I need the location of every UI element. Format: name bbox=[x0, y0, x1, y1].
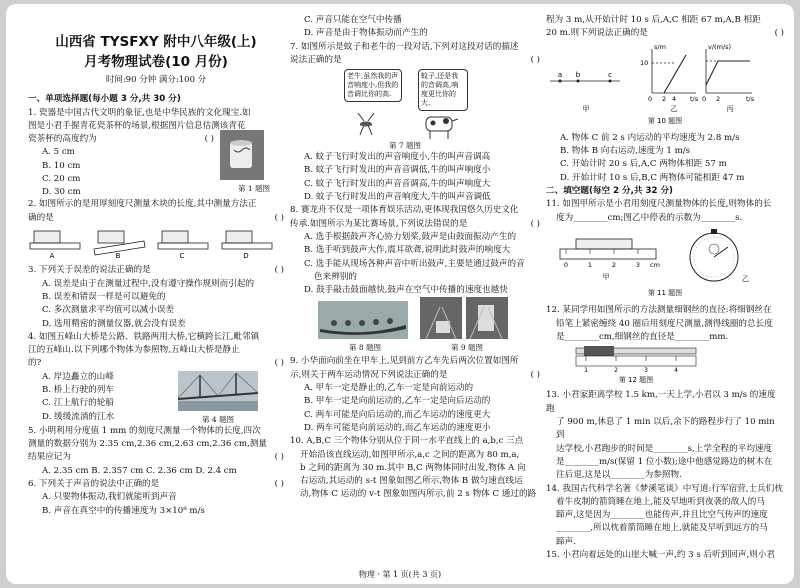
q14-line: 着牛皮制的箭筒睡在地上,能及早地听到夜袭的敌人的马 bbox=[556, 496, 765, 507]
svg-text:2: 2 bbox=[716, 94, 721, 103]
q4-line: 的? ( ) bbox=[28, 358, 284, 369]
column-3 bbox=[546, 14, 784, 562]
svg-text:甲: 甲 bbox=[582, 104, 590, 113]
q4-line: 4. 如图五峰山大桥是公路、铁路两用大桥,它横跨长江,毗邻镇 bbox=[28, 331, 260, 342]
q4-option-a: A. 岸边矗立的山峰 bbox=[42, 371, 114, 382]
svg-text:第 12 题图: 第 12 题图 bbox=[618, 376, 654, 385]
fig7-caption: 第 7 题图 bbox=[388, 141, 422, 151]
q6-option-b: B. 声音在真空中的传播速度为 3×10⁸ m/s bbox=[42, 505, 205, 516]
page-footer: 物理 · 第 1 页(共 3 页) bbox=[358, 570, 442, 579]
fig8-caption: 第 8 题图 bbox=[348, 343, 382, 353]
svg-text:D: D bbox=[243, 252, 249, 260]
q13-line: 是________m/s(保留 1 位小数);途中他感觉路边的树木在 bbox=[556, 456, 773, 467]
q6-line: 6. 下列关于声音的说法中正确的是 ( ) bbox=[28, 478, 284, 489]
q8-option-d: D. 鼓手敲击鼓面越快,鼓声在空气中传播的速度也越快 bbox=[304, 285, 508, 296]
q12-line: 12. 某同学用如图所示的方法测量细钢丝的直径:将细钢丝在 bbox=[546, 305, 772, 316]
q3-option-c: C. 多次测量求平均值可以减小误差 bbox=[42, 305, 175, 316]
q10-line: 程为 3 m,从开始计时 10 s 后,A,C 相距 67 m,A,B 相距 bbox=[546, 15, 761, 25]
fig10-graphs bbox=[546, 41, 784, 127]
svg-text:v/(m/s): v/(m/s) bbox=[708, 42, 732, 51]
q8-option-b: B. 选手听到鼓声大作,震耳欲聋,说明此时鼓声的响度大 bbox=[304, 245, 511, 256]
q6-option-d: D. 声音是由于物体振动而产生的 bbox=[304, 28, 428, 39]
q1-line: 瓷茶杯的高度约为 ( ) bbox=[28, 134, 214, 145]
q8-line: 8. 赛龙舟不仅是一项体育娱乐活动,更体现我国悠久历史文化 bbox=[290, 205, 519, 216]
svg-text:乙: 乙 bbox=[742, 274, 749, 283]
q9-option-c: C. 两车可能是向后运动的,而乙车运动的速度更大 bbox=[304, 409, 491, 420]
svg-text:t/s: t/s bbox=[690, 94, 699, 103]
q12-line: 铅笔上紧密缠绕 40 圈后用刻度尺测量,测得线圈的总长度 bbox=[556, 318, 773, 329]
svg-text:甲: 甲 bbox=[602, 272, 610, 281]
q7-option-d: D. 蚊子飞行时发出的声音响度大,牛的叫声音调低 bbox=[304, 192, 491, 203]
q8-option-c-cont: 色来辨别的 bbox=[314, 271, 357, 282]
point-b bbox=[577, 79, 580, 82]
q10-option-a: A. 物体 C 前 2 s 内运动的平均速度为 2.8 m/s bbox=[560, 132, 740, 143]
q14-line: 14. 我国古代科学名著《梦溪笔谈》中写道:行军宿营,士兵们枕 bbox=[546, 483, 783, 494]
q14-line: 蹄声. bbox=[556, 536, 576, 547]
column-1 bbox=[28, 14, 284, 518]
q2-line: 确的是 ( ) bbox=[28, 212, 284, 223]
svg-text:cm: cm bbox=[650, 260, 660, 269]
ox-speech: 蚊子,还是我的音调高,响度更比你的大. bbox=[418, 69, 468, 111]
q1-option-b: B. 10 cm bbox=[42, 160, 81, 171]
q13-line: 了 900 m,休息了 1 min 以后,余下的路程步行了 10 min 到 bbox=[556, 417, 775, 441]
column-2 bbox=[290, 14, 540, 502]
svg-text:c: c bbox=[608, 70, 612, 79]
svg-text:A: A bbox=[49, 252, 55, 260]
q9-option-d: D. 两车可能是向前运动的,而乙车运动的速度更小 bbox=[304, 422, 491, 433]
exam-title: 山西省 TYSFXY 附中八年级(上) 月考物理试卷(10 月份) bbox=[55, 34, 257, 70]
fig4-caption: 第 4 题图 bbox=[201, 414, 235, 424]
q10-line: 右运动,其运动的 s-t 图象如图乙所示,物体 B 做匀速直线运 bbox=[300, 476, 523, 487]
q10-line: 20 m.则下列说法正确的是 ( ) bbox=[546, 28, 784, 39]
q1-line: 图是小君手握青花瓷茶杯的场景,根据图片信息估测该青花 bbox=[28, 120, 246, 131]
q2-line: 2. 如图所示的是用厚刻度尺测量木块的长度,其中测量方法正 bbox=[28, 199, 257, 210]
q9-option-a: A. 甲车一定是静止的,乙车一定是向前运动的 bbox=[304, 383, 474, 394]
teacup-photo bbox=[220, 130, 264, 180]
q6-option-c: C. 声音只能在空气中传播 bbox=[304, 15, 402, 25]
svg-text:b: b bbox=[575, 70, 581, 79]
fig11 bbox=[546, 225, 784, 299]
section-2-heading: 二、填空题(每空 2 分,共 32 分) bbox=[546, 186, 673, 197]
dragon-boat-photo bbox=[318, 301, 408, 339]
q1-options bbox=[28, 146, 284, 198]
q7-option-a: A. 蚊子飞行时发出的声音响度小,牛的叫声音调高 bbox=[304, 152, 491, 163]
q13-line: 13. 小君家距离学校 1.5 km,一天上学,小君以 3 m/s 的速度跑 bbox=[546, 390, 776, 414]
svg-text:3: 3 bbox=[644, 367, 648, 375]
q14-line: 蹄声,这是因为________也能传声,并且比空气传声的速度 bbox=[556, 510, 768, 521]
q4-options bbox=[28, 371, 284, 425]
q10-line: 动,物体 C 运动的 v-t 图象如图丙所示,前 2 s 物体 C 通过的路 bbox=[300, 489, 537, 500]
svg-text:2: 2 bbox=[614, 367, 618, 375]
q9-option-b: B. 甲车一定是向前运动的,乙车一定是向后运动的 bbox=[304, 396, 491, 407]
q4-option-c: C. 江上航行的轮船 bbox=[42, 398, 114, 409]
q8-line: 传承.如图所示为某比赛场景,下列说法错误的是 ( ) bbox=[290, 218, 540, 229]
q2-ruler-diagrams bbox=[28, 225, 284, 259]
q1-option-a: A. 5 cm bbox=[42, 147, 75, 158]
q10-line: 10. A,B,C 三个物体分别从位于同一水平直线上的 a,b,c 三点 bbox=[290, 436, 524, 447]
q11-line: 度为________cm;图乙中停表的示数为________s. bbox=[556, 212, 743, 223]
svg-text:0: 0 bbox=[563, 260, 569, 269]
svg-text:a: a bbox=[557, 70, 563, 79]
svg-text:4: 4 bbox=[672, 94, 677, 103]
q5-line: 测量的数据分别为 2.35 cm,2.36 cm,2.63 cm,2.36 cm,测量 bbox=[28, 439, 267, 450]
q4-option-d: D. 缓缓流淌的江水 bbox=[42, 411, 115, 422]
stopwatch-icon bbox=[690, 229, 749, 283]
fig7 bbox=[290, 67, 540, 151]
svg-text:B: B bbox=[115, 252, 121, 260]
svg-text:2: 2 bbox=[662, 94, 667, 103]
svg-text:1: 1 bbox=[584, 367, 588, 375]
q10-line: b 之间的距离为 30 m.其中 B,C 两物体同时出发,物体 A 向 bbox=[300, 462, 526, 473]
svg-text:4: 4 bbox=[674, 367, 678, 375]
svg-text:0: 0 bbox=[648, 94, 653, 103]
q7-option-b: B. 蚊子飞行时发出的声音音调低,牛的叫声响度小 bbox=[304, 165, 491, 176]
q11-line: 11. 如图甲所示是小君用刻度尺测量物体的长度,则物体的长 bbox=[546, 199, 772, 210]
q15-line: 15. 小君向着远处的山崖大喊一声,约 3 s 后听到回声,则小君 bbox=[546, 550, 775, 561]
svg-text:3: 3 bbox=[635, 260, 641, 269]
svg-text:s/m: s/m bbox=[654, 42, 666, 51]
fig1-caption: 第 1 题图 bbox=[237, 184, 271, 194]
exam-page bbox=[6, 4, 794, 584]
mosquito-speech: 老牛,虽然我的声音响度小,但我的音调比你的高. bbox=[344, 69, 402, 102]
mosquito-icon bbox=[358, 113, 374, 135]
coiled-wire-ruler bbox=[576, 346, 696, 374]
q4-line: 江的五峰山.以下列哪个物体为参照物,五峰山大桥是静止 bbox=[28, 345, 240, 356]
q9-line: 9. 小华面向前坐在甲车上,见到前方乙车先后两次位置如图所 bbox=[290, 356, 519, 367]
q1-option-c: C. 20 cm bbox=[42, 174, 81, 185]
q7-option-c: C. 蚊子飞行时发出的声音音调高,牛的叫声响度大 bbox=[304, 178, 491, 189]
q8-option-c: C. 选手能从现场各种声音中听出鼓声,主要是通过鼓声的音 bbox=[304, 258, 525, 269]
fig12 bbox=[546, 344, 784, 384]
q10-option-d: D. 开始计时 10 s 后,B,C 两物体可能相距 47 m bbox=[560, 172, 745, 183]
q14-line: ________,所以枕着箭筒睡在地上,就能及早听到远方的马 bbox=[556, 523, 768, 534]
exam-meta: 时间:90 分钟 满分:100 分 bbox=[105, 75, 207, 85]
q8-option-a: A. 选手根据鼓声齐心协力划桨,鼓声是由鼓面振动产生的 bbox=[304, 231, 517, 242]
q7-line: 说法正确的是 ( ) bbox=[290, 54, 540, 65]
svg-text:10: 10 bbox=[640, 58, 649, 67]
q10-option-c: C. 开始计时 20 s 后,A,C 两物体相距 57 m bbox=[560, 159, 727, 170]
q1-line: 1. 瓷器是中国古代文明的象征,也是中华民族的文化瑰宝.如 bbox=[28, 107, 251, 118]
point-a bbox=[559, 79, 562, 82]
svg-text:第 11 题图: 第 11 题图 bbox=[647, 288, 683, 297]
point-c bbox=[609, 79, 612, 82]
svg-text:丙: 丙 bbox=[726, 104, 734, 113]
q10-option-b: B. 物体 B 向右运动,速度为 1 m/s bbox=[560, 146, 691, 157]
q5-options: A. 2.35 cm B. 2.357 cm C. 2.36 cm D. 2.4 cm bbox=[42, 465, 237, 476]
svg-text:乙: 乙 bbox=[670, 104, 678, 113]
svg-text:1: 1 bbox=[587, 260, 593, 269]
q7-line: 7. 如图所示是蚊子和老牛的一段对话,下列对这段对话的描述 bbox=[290, 41, 519, 52]
q1-option-d: D. 30 cm bbox=[42, 187, 81, 198]
q3-line: 3. 下列关于误差的说法正确的是 ( ) bbox=[28, 265, 284, 276]
q13-line: 达学校,小君跑步的时间是________s,上学全程的平均速度 bbox=[556, 443, 773, 454]
q3-option-b: B. 误差和错误一样是可以避免的 bbox=[42, 291, 166, 302]
svg-text:0: 0 bbox=[702, 94, 707, 103]
q10-line: 开始沿该直线运动,如图甲所示,a,c 之间的距离为 80 m,a, bbox=[300, 449, 520, 460]
street-photos bbox=[420, 297, 510, 339]
q5-line: 5. 小明利用分度值 1 mm 的刻度尺测量一个物体的长度,四次 bbox=[28, 425, 261, 436]
q3-option-a: A. 误差是由于在测量过程中,没有遵守操作规则而引起的 bbox=[42, 278, 255, 289]
q3-option-d: D. 选用精密的测量仪器,就会没有误差 bbox=[42, 318, 186, 329]
svg-text:第 10 题图: 第 10 题图 bbox=[647, 116, 683, 125]
section-1-heading: 一、单项选择题(每小题 3 分,共 30 分) bbox=[28, 94, 181, 105]
ox-icon bbox=[426, 117, 458, 139]
q9-line: 示,则关于两车运动情况下列说法正确的是 ( ) bbox=[290, 369, 540, 380]
q6-option-a: A. 只要物体振动,我们就能听到声音 bbox=[42, 492, 177, 503]
q12-line: 是________cm,细钢丝的直径是________mm. bbox=[556, 331, 729, 342]
q13-line: 往后退,这是以________为参照物. bbox=[556, 470, 682, 481]
fig9-caption: 第 9 题图 bbox=[450, 343, 484, 353]
svg-text:2: 2 bbox=[611, 260, 617, 269]
bridge-photo bbox=[178, 371, 258, 411]
fig8-9 bbox=[290, 297, 540, 355]
svg-text:t/s: t/s bbox=[746, 94, 755, 103]
svg-text:C: C bbox=[179, 252, 185, 260]
q4-option-b: B. 桥上行驶的列车 bbox=[42, 385, 114, 396]
q5-line: 结果应记为 ( ) bbox=[28, 452, 284, 463]
ruler-diagram bbox=[560, 239, 660, 281]
